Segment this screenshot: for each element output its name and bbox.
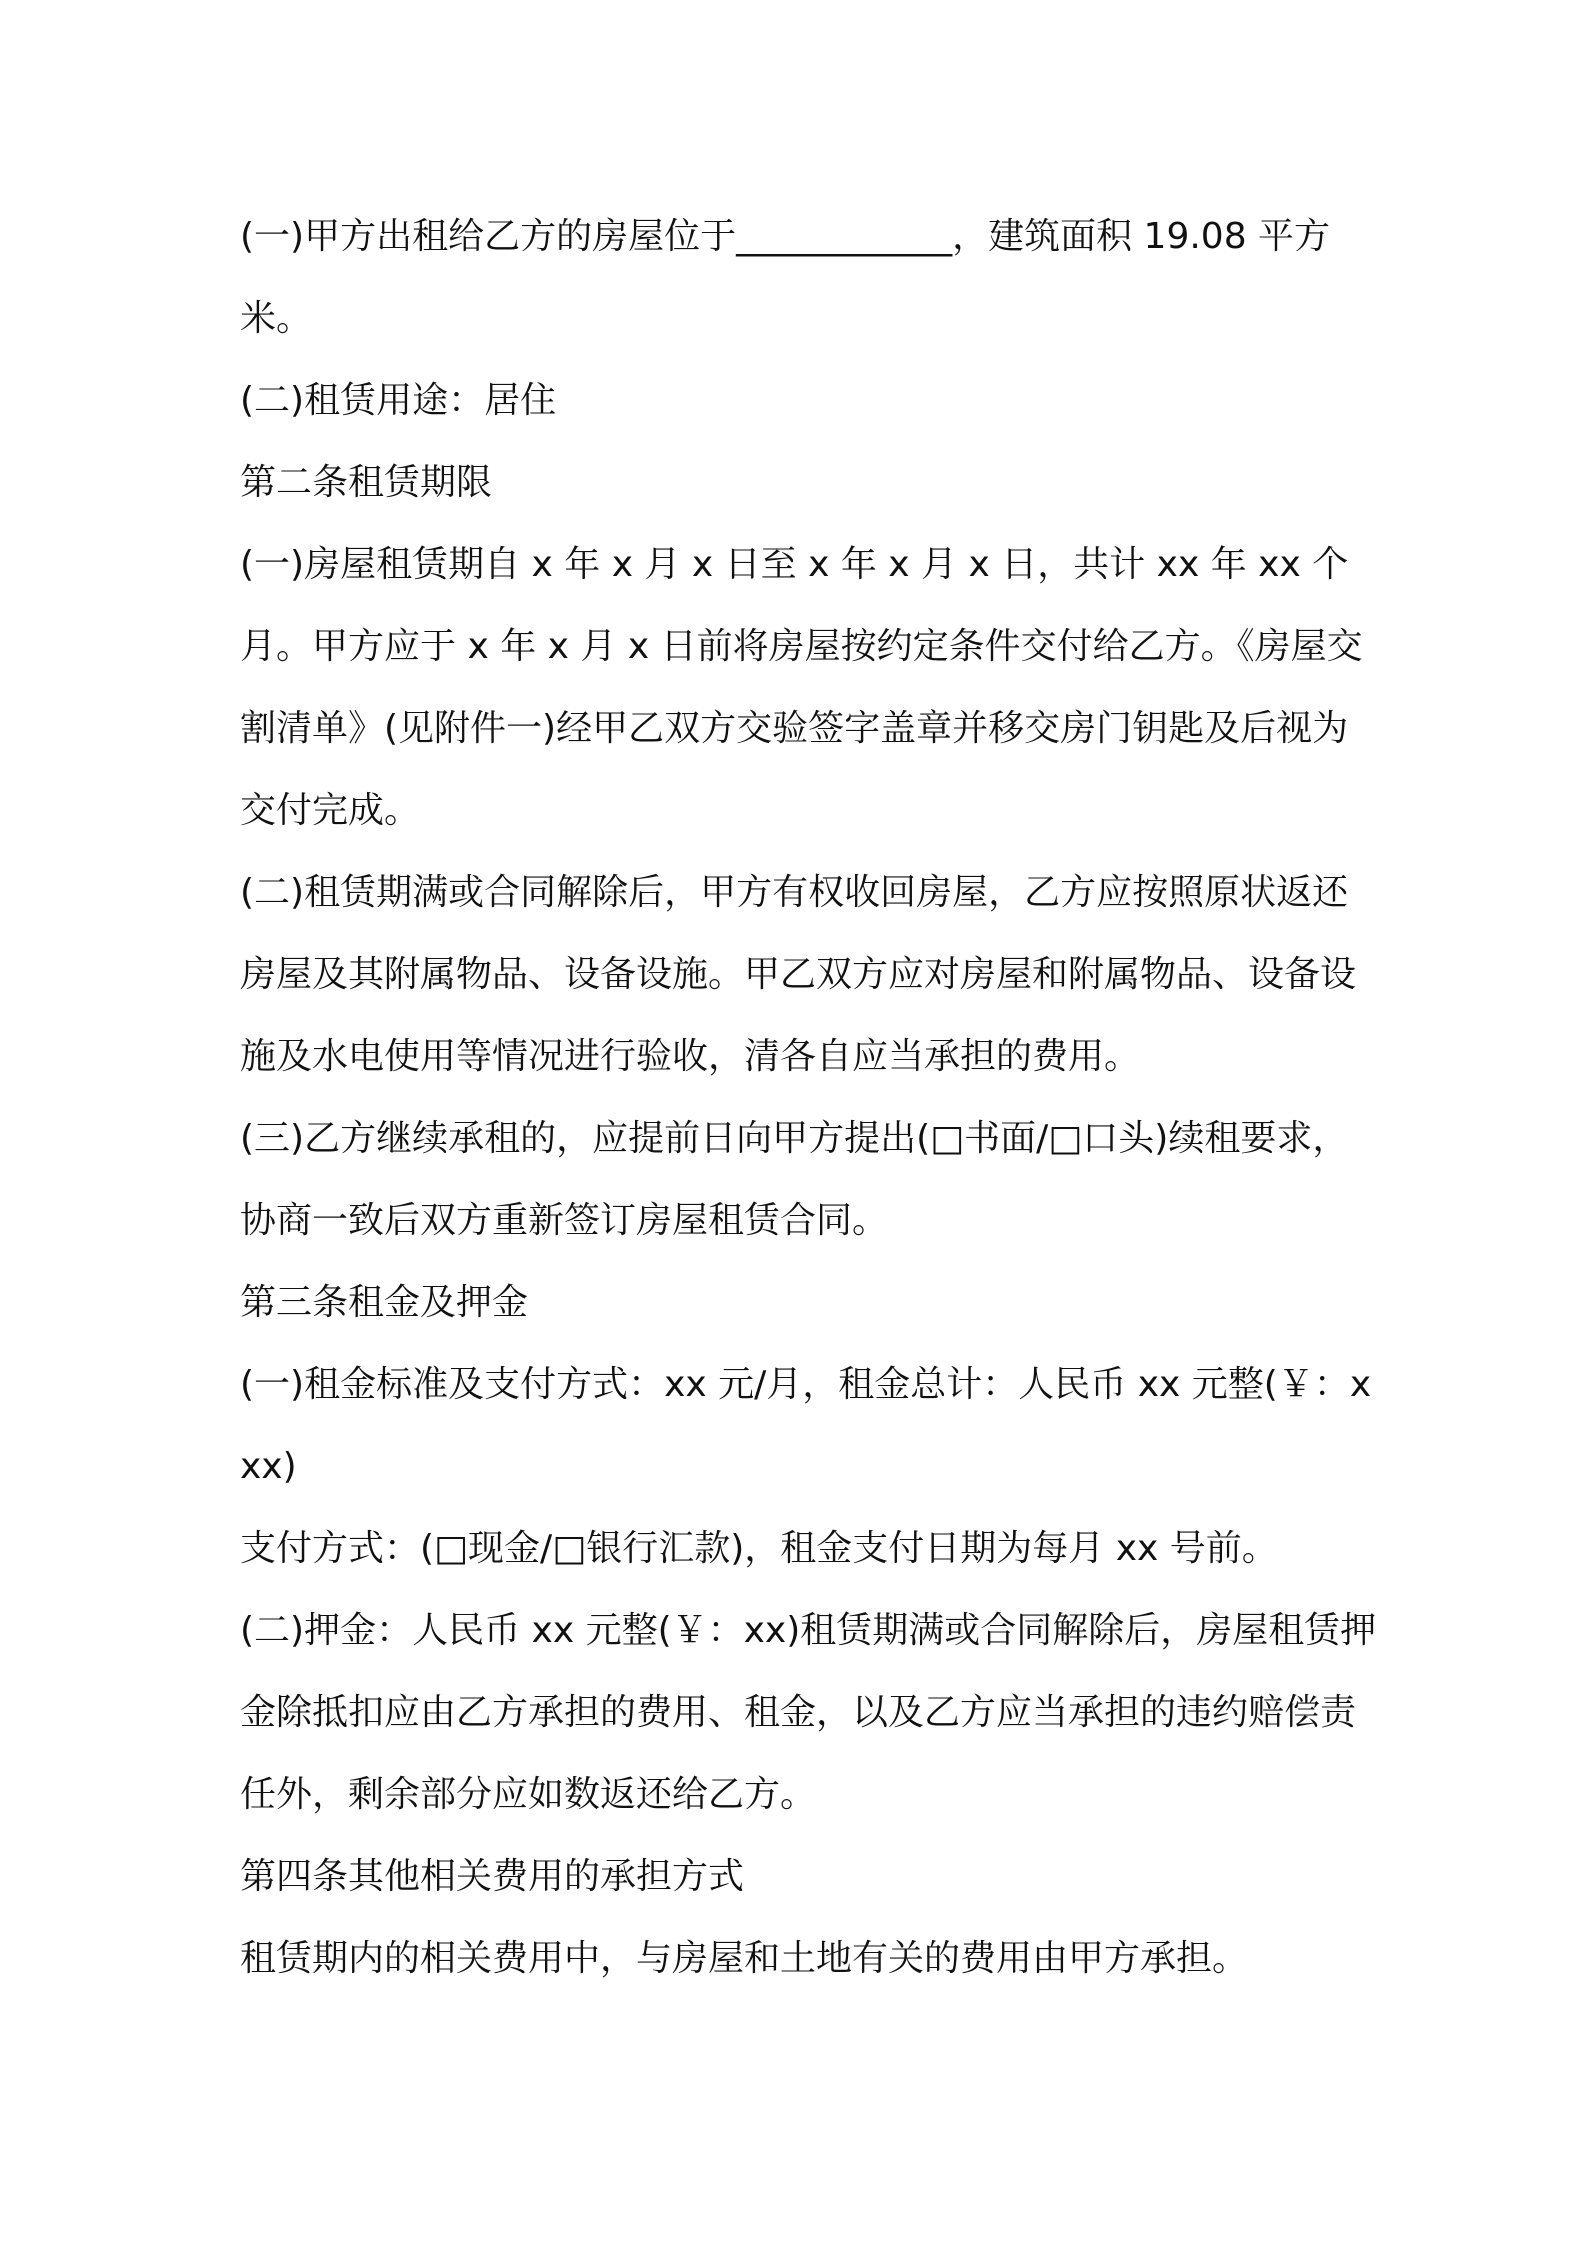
clause-1-1-house-location: (一)甲方出租给乙方的房屋位于____________，建筑面积 19.08 平方米。 [240, 216, 1331, 339]
clause-1-2-lease-purpose: (二)租赁用途：居住 [240, 380, 557, 421]
clause-2-3-renewal: (三)乙方继续承租的，应提前日向甲方提出(□书面/□口头)续租要求，协商一致后双方重新签订房屋租赁合同。 [240, 1118, 1349, 1241]
document-body [240, 196, 1380, 2000]
clause-3-2-deposit: (二)押金：人民币 xx 元整(￥：xx)租赁期满或合同解除后，房屋租赁押金除抵扣应由乙方承担的费用、租金，以及乙方应当承担的违约赔偿责任外，剩余部分应如数返还给乙方。 [240, 1610, 1377, 1815]
article-4-heading: 第四条其他相关费用的承担方式 [240, 1856, 745, 1897]
article-2-heading: 第二条租赁期限 [240, 462, 493, 503]
clause-4-related-fees: 租赁期内的相关费用中，与房屋和土地有关的费用由甲方承担。 [240, 1938, 1249, 1979]
clause-2-2-return-house: (二)租赁期满或合同解除后，甲方有权收回房屋，乙方应按照原状返还房屋及其附属物品、设备设施。甲乙双方应对房屋和附属物品、设备设施及水电使用等情况进行验收，清各自应当承担的费用。 [240, 872, 1357, 1077]
clause-2-1-lease-term: (一)房屋租赁期自 x 年 x 月 x 日至 x 年 x 月 x 日，共计 xx 年 xx 个月。甲方应于 x 年 x 月 x 日前将房屋按约定条件交付给乙方。《房屋交割清单》(见附件一)经甲乙双方交验签字盖章并移交房门钥匙及后视为交付完成。 [240, 544, 1363, 831]
article-3-heading: 第三条租金及押金 [240, 1282, 529, 1323]
clause-3-payment-method: 支付方式：(□现金/□银行汇款)，租金支付日期为每月 xx 号前。 [240, 1528, 1278, 1569]
clause-3-1-rent-standard: (一)租金标准及支付方式：xx 元/月，租金总计：人民币 xx 元整(￥：xxx) [240, 1364, 1372, 1487]
